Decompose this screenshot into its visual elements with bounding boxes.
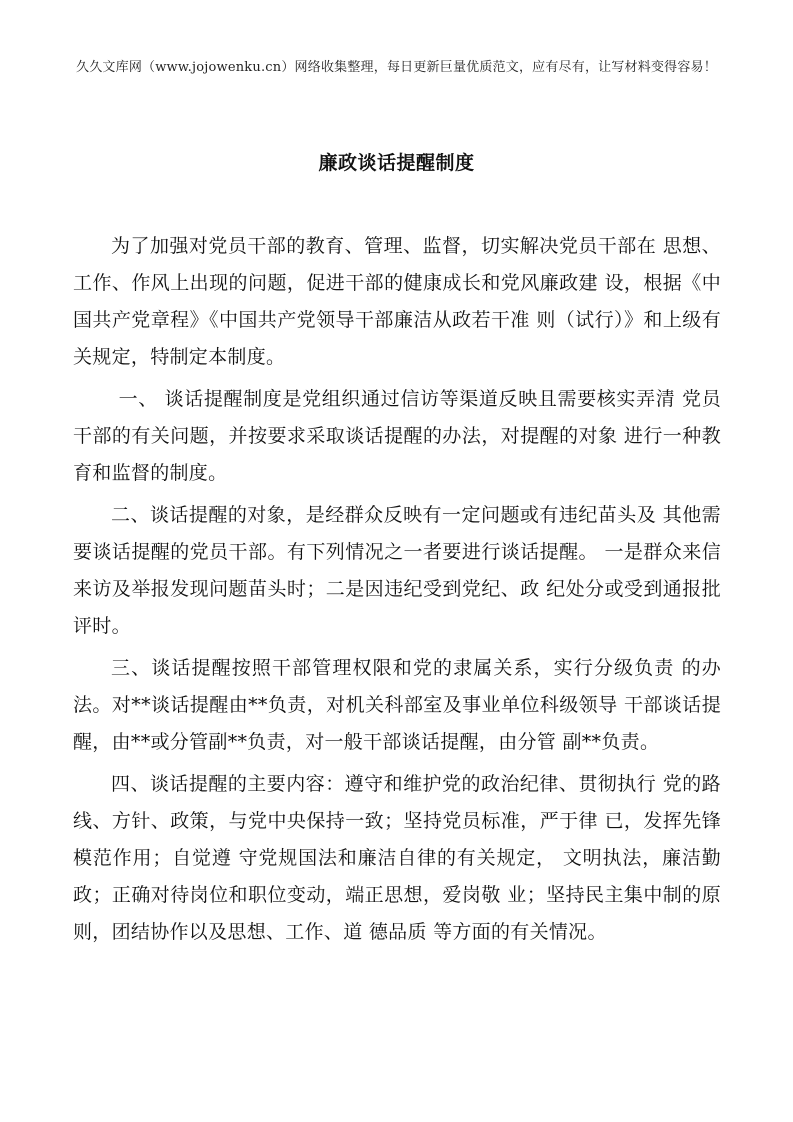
paragraph-item-1: 一、 谈话提醒制度是党组织通过信访等渠道反映且需要核实弄清 党员干部的有关问题，并按要求采取谈话提醒的办法，对提醒的对象 进行一种教育和监督的制度。 <box>73 388 721 484</box>
paragraph-item-2: 二、谈话提醒的对象，是经群众反映有一定问题或有违纪苗头及 其他需要谈话提醒的党员干部。有下列情况之一者要进行谈话提醒。 一是群众来信来访及举报发现问题苗头时；二是因违纪受到党纪、政 纪处分或受到通报批评时。 <box>73 504 721 637</box>
paragraph-item-3: 三、谈话提醒按照干部管理权限和党的隶属关系，实行分级负责 的办法。对**谈话提醒由**负责，对机关科部室及事业单位科级领导 干部谈话提醒，由**或分管副**负责，对一般干部谈话提醒，由分管 副**负责。 <box>73 657 721 753</box>
header-note: 久久文库网（www.jojowenku.cn）网络收集整理，每日更新巨量优质范文，应有尽有，让写材料变得容易！ <box>76 60 717 75</box>
document-title: 廉政谈话提醒制度 <box>318 152 475 174</box>
paragraph-intro: 为了加强对党员干部的教育、管理、监督，切实解决党员干部在 思想、工作、作风上出现的问题，促进干部的健康成长和党风廉政建 设，根据《中国共产党章程》《中国共产党领导干部廉洁从政若干准 则（试行）》和上级有关规定，特制定本制度。 <box>73 235 721 368</box>
paragraph-item-4: 四、谈话提醒的主要内容：遵守和维护党的政治纪律、贯彻执行 党的路线、方针、政策，与党中央保持一致；坚持党员标准，严于律 已，发挥先锋模范作用；自觉遵 守党规国法和廉洁自律的有关规定， 文明执法，廉洁勤政；正确对待岗位和职位变动，端正思想，爱岗敬 业；坚持民主集中制的原则，团结协作以及思想、工作、道 德品质 等方面的有关情况。 <box>73 773 721 943</box>
document-body <box>73 228 721 956</box>
